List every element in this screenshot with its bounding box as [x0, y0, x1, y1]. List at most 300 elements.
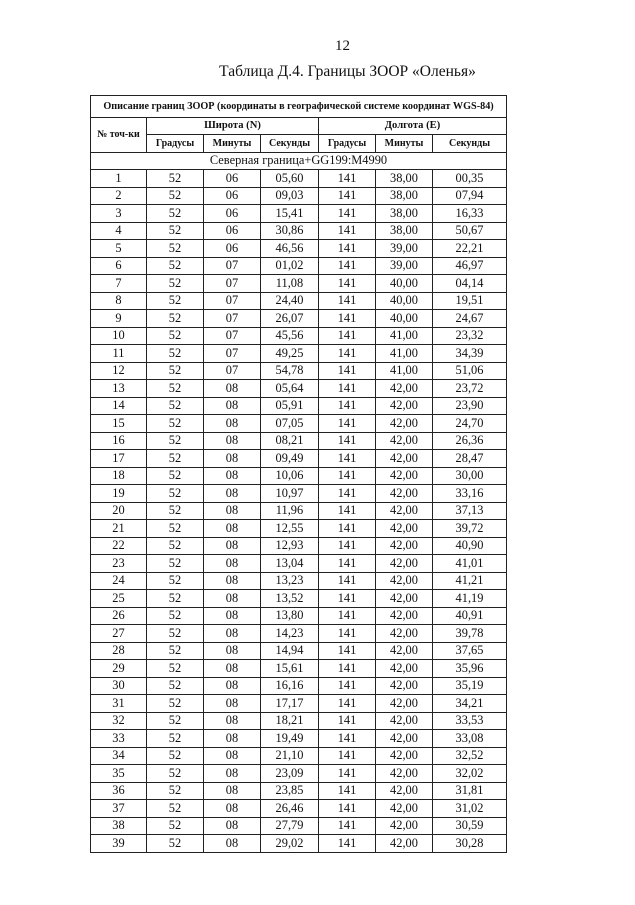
lon-seconds-cell: 33,08	[433, 730, 507, 748]
lon-degrees-cell: 141	[319, 205, 376, 223]
table-row	[91, 835, 507, 853]
lon-seconds-cell: 23,90	[433, 397, 507, 415]
lon-seconds-cell: 34,39	[433, 345, 507, 363]
point-number-cell: 1	[91, 170, 147, 188]
lon-seconds-cell: 33,53	[433, 712, 507, 730]
lat-minutes-cell: 08	[204, 415, 261, 433]
lon-degrees-cell: 141	[319, 625, 376, 643]
lat-degrees-cell: 52	[147, 677, 204, 695]
point-number-cell: 25	[91, 590, 147, 608]
lat-minutes-cell: 07	[204, 327, 261, 345]
lon-degrees-cell: 141	[319, 485, 376, 503]
lat-degrees-cell: 52	[147, 170, 204, 188]
lat-degrees-cell: 52	[147, 222, 204, 240]
lon-minutes-cell: 40,00	[376, 292, 433, 310]
lon-degrees-cell: 141	[319, 730, 376, 748]
lon-minutes-cell: 42,00	[376, 625, 433, 643]
lon-seconds-cell: 40,90	[433, 537, 507, 555]
lat-degrees-header: Градусы	[147, 135, 204, 153]
lon-minutes-cell: 40,00	[376, 310, 433, 328]
coordinates-table	[90, 95, 507, 853]
lat-degrees-cell: 52	[147, 327, 204, 345]
lon-seconds-cell: 37,13	[433, 502, 507, 520]
lon-seconds-cell: 04,14	[433, 275, 507, 293]
lon-degrees-cell: 141	[319, 712, 376, 730]
lat-minutes-cell: 08	[204, 450, 261, 468]
table-row	[91, 730, 507, 748]
point-number-cell: 5	[91, 240, 147, 258]
lon-minutes-cell: 42,00	[376, 642, 433, 660]
lat-seconds-cell: 12,93	[261, 537, 319, 555]
lon-degrees-cell: 141	[319, 450, 376, 468]
lat-seconds-cell: 14,23	[261, 625, 319, 643]
point-number-cell: 37	[91, 800, 147, 818]
point-number-cell: 22	[91, 537, 147, 555]
lon-degrees-cell: 141	[319, 782, 376, 800]
lon-minutes-cell: 42,00	[376, 555, 433, 573]
lon-minutes-cell: 42,00	[376, 432, 433, 450]
lat-degrees-cell: 52	[147, 712, 204, 730]
point-number-cell: 29	[91, 660, 147, 678]
lon-seconds-cell: 34,21	[433, 695, 507, 713]
table-row	[91, 467, 507, 485]
lon-degrees-cell: 141	[319, 695, 376, 713]
lon-minutes-cell: 42,00	[376, 485, 433, 503]
point-number-cell: 21	[91, 520, 147, 538]
lon-seconds-cell: 24,67	[433, 310, 507, 328]
lon-minutes-cell: 42,00	[376, 590, 433, 608]
lat-minutes-cell: 08	[204, 380, 261, 398]
lat-degrees-cell: 52	[147, 747, 204, 765]
lat-seconds-cell: 17,17	[261, 695, 319, 713]
lon-minutes-cell: 41,00	[376, 327, 433, 345]
lon-seconds-cell: 28,47	[433, 450, 507, 468]
lon-degrees-cell: 141	[319, 520, 376, 538]
point-number-cell: 10	[91, 327, 147, 345]
lat-degrees-cell: 52	[147, 485, 204, 503]
lon-minutes-cell: 42,00	[376, 800, 433, 818]
lon-seconds-cell: 41,01	[433, 555, 507, 573]
lon-minutes-cell: 42,00	[376, 415, 433, 433]
lon-minutes-cell: 39,00	[376, 240, 433, 258]
table-row	[91, 380, 507, 398]
point-number-cell: 4	[91, 222, 147, 240]
table-row	[91, 170, 507, 188]
lat-minutes-cell: 08	[204, 502, 261, 520]
table-row	[91, 572, 507, 590]
lon-minutes-cell: 42,00	[376, 502, 433, 520]
lat-degrees-cell: 52	[147, 257, 204, 275]
lon-seconds-cell: 00,35	[433, 170, 507, 188]
lon-seconds-cell: 31,02	[433, 800, 507, 818]
lon-degrees-cell: 141	[319, 170, 376, 188]
lon-minutes-cell: 38,00	[376, 170, 433, 188]
table-row	[91, 677, 507, 695]
lon-degrees-cell: 141	[319, 800, 376, 818]
table-row	[91, 537, 507, 555]
lat-seconds-cell: 29,02	[261, 835, 319, 853]
lat-seconds-cell: 12,55	[261, 520, 319, 538]
lat-seconds-cell: 05,91	[261, 397, 319, 415]
lat-seconds-cell: 09,49	[261, 450, 319, 468]
lon-degrees-cell: 141	[319, 677, 376, 695]
lat-degrees-cell: 52	[147, 380, 204, 398]
point-number-cell: 23	[91, 555, 147, 573]
lat-seconds-header: Секунды	[261, 135, 319, 153]
point-number-cell: 32	[91, 712, 147, 730]
lat-seconds-cell: 13,23	[261, 572, 319, 590]
table-row	[91, 555, 507, 573]
lat-seconds-cell: 24,40	[261, 292, 319, 310]
lon-minutes-cell: 42,00	[376, 660, 433, 678]
lon-seconds-cell: 41,19	[433, 590, 507, 608]
lat-minutes-cell: 08	[204, 572, 261, 590]
lon-seconds-cell: 33,16	[433, 485, 507, 503]
lat-minutes-cell: 08	[204, 642, 261, 660]
lon-minutes-cell: 42,00	[376, 607, 433, 625]
table-row	[91, 450, 507, 468]
lat-minutes-cell: 08	[204, 695, 261, 713]
lon-minutes-cell: 38,00	[376, 222, 433, 240]
lat-degrees-cell: 52	[147, 660, 204, 678]
lon-minutes-cell: 38,00	[376, 205, 433, 223]
lon-seconds-cell: 30,59	[433, 817, 507, 835]
lat-degrees-cell: 52	[147, 800, 204, 818]
section-title: Северная граница+GG199:M4990	[91, 152, 507, 170]
lat-minutes-cell: 08	[204, 537, 261, 555]
lat-seconds-cell: 13,04	[261, 555, 319, 573]
lat-minutes-cell: 07	[204, 275, 261, 293]
lat-degrees-cell: 52	[147, 765, 204, 783]
point-number-cell: 33	[91, 730, 147, 748]
lat-seconds-cell: 13,52	[261, 590, 319, 608]
table-row	[91, 362, 507, 380]
point-number-cell: 38	[91, 817, 147, 835]
point-number-cell: 8	[91, 292, 147, 310]
lon-degrees-cell: 141	[319, 502, 376, 520]
point-number-cell: 19	[91, 485, 147, 503]
lat-degrees-cell: 52	[147, 537, 204, 555]
lat-minutes-cell: 08	[204, 835, 261, 853]
table-row	[91, 800, 507, 818]
lat-minutes-cell: 06	[204, 187, 261, 205]
lon-minutes-cell: 42,00	[376, 712, 433, 730]
table-row	[91, 782, 507, 800]
lat-minutes-cell: 08	[204, 397, 261, 415]
lon-minutes-cell: 38,00	[376, 187, 433, 205]
lon-degrees-cell: 141	[319, 187, 376, 205]
lon-seconds-cell: 22,21	[433, 240, 507, 258]
lat-seconds-cell: 15,41	[261, 205, 319, 223]
point-number-cell: 18	[91, 467, 147, 485]
table-row	[91, 765, 507, 783]
point-number-cell: 15	[91, 415, 147, 433]
lon-degrees-cell: 141	[319, 467, 376, 485]
point-number-cell: 35	[91, 765, 147, 783]
lat-seconds-cell: 09,03	[261, 187, 319, 205]
lon-seconds-cell: 30,00	[433, 467, 507, 485]
point-number-header: № точ-ки	[91, 117, 147, 152]
lon-degrees-cell: 141	[319, 555, 376, 573]
lat-degrees-cell: 52	[147, 415, 204, 433]
lon-minutes-cell: 42,00	[376, 572, 433, 590]
lon-degrees-cell: 141	[319, 537, 376, 555]
lon-degrees-cell: 141	[319, 222, 376, 240]
lon-minutes-cell: 42,00	[376, 537, 433, 555]
lat-minutes-cell: 08	[204, 730, 261, 748]
table-description: Описание границ ЗООР (координаты в географической системе координат WGS-84)	[91, 96, 507, 118]
lat-minutes-cell: 06	[204, 170, 261, 188]
lat-seconds-cell: 26,07	[261, 310, 319, 328]
lat-minutes-cell: 08	[204, 485, 261, 503]
lat-degrees-cell: 52	[147, 607, 204, 625]
lon-seconds-cell: 30,28	[433, 835, 507, 853]
table-row	[91, 660, 507, 678]
lat-minutes-cell: 08	[204, 590, 261, 608]
lat-seconds-cell: 49,25	[261, 345, 319, 363]
lat-seconds-cell: 14,94	[261, 642, 319, 660]
table-row	[91, 415, 507, 433]
lat-seconds-cell: 11,96	[261, 502, 319, 520]
lat-degrees-cell: 52	[147, 362, 204, 380]
lat-minutes-cell: 08	[204, 520, 261, 538]
table-row	[91, 345, 507, 363]
lon-degrees-cell: 141	[319, 415, 376, 433]
lon-seconds-cell: 39,72	[433, 520, 507, 538]
lat-degrees-cell: 52	[147, 275, 204, 293]
table-row	[91, 205, 507, 223]
page-number: 12	[335, 38, 350, 54]
lat-minutes-cell: 06	[204, 240, 261, 258]
lat-minutes-cell: 08	[204, 817, 261, 835]
lon-degrees-cell: 141	[319, 292, 376, 310]
point-number-cell: 14	[91, 397, 147, 415]
point-number-cell: 20	[91, 502, 147, 520]
lat-minutes-cell: 08	[204, 782, 261, 800]
lat-minutes-cell: 08	[204, 660, 261, 678]
table-row	[91, 432, 507, 450]
lat-minutes-cell: 07	[204, 257, 261, 275]
lon-degrees-cell: 141	[319, 240, 376, 258]
lat-degrees-cell: 52	[147, 555, 204, 573]
lat-minutes-cell: 08	[204, 712, 261, 730]
table-row	[91, 292, 507, 310]
lon-degrees-cell: 141	[319, 642, 376, 660]
lat-minutes-cell: 07	[204, 292, 261, 310]
lat-seconds-cell: 10,06	[261, 467, 319, 485]
lon-seconds-cell: 39,78	[433, 625, 507, 643]
point-number-cell: 31	[91, 695, 147, 713]
lon-degrees-header: Градусы	[319, 135, 376, 153]
point-number-cell: 30	[91, 677, 147, 695]
lat-degrees-cell: 52	[147, 572, 204, 590]
lat-seconds-cell: 23,85	[261, 782, 319, 800]
point-number-cell: 11	[91, 345, 147, 363]
table-row	[91, 502, 507, 520]
lat-seconds-cell: 21,10	[261, 747, 319, 765]
lat-degrees-cell: 52	[147, 467, 204, 485]
lat-degrees-cell: 52	[147, 520, 204, 538]
point-number-cell: 36	[91, 782, 147, 800]
point-number-cell: 28	[91, 642, 147, 660]
table-row	[91, 310, 507, 328]
lat-seconds-cell: 10,97	[261, 485, 319, 503]
table-row	[91, 590, 507, 608]
lat-minutes-cell: 07	[204, 362, 261, 380]
lat-seconds-cell: 45,56	[261, 327, 319, 345]
lon-degrees-cell: 141	[319, 362, 376, 380]
table-row	[91, 327, 507, 345]
point-number-cell: 7	[91, 275, 147, 293]
table-row	[91, 607, 507, 625]
point-number-cell: 12	[91, 362, 147, 380]
lon-degrees-cell: 141	[319, 835, 376, 853]
lon-seconds-cell: 37,65	[433, 642, 507, 660]
lat-degrees-cell: 52	[147, 782, 204, 800]
point-number-cell: 34	[91, 747, 147, 765]
table-row	[91, 222, 507, 240]
lat-minutes-cell: 08	[204, 555, 261, 573]
lon-seconds-cell: 07,94	[433, 187, 507, 205]
lon-seconds-cell: 35,19	[433, 677, 507, 695]
lat-seconds-cell: 08,21	[261, 432, 319, 450]
point-number-cell: 3	[91, 205, 147, 223]
lat-degrees-cell: 52	[147, 817, 204, 835]
lat-degrees-cell: 52	[147, 590, 204, 608]
lon-minutes-cell: 42,00	[376, 730, 433, 748]
lat-seconds-cell: 11,08	[261, 275, 319, 293]
table-row	[91, 485, 507, 503]
lon-seconds-cell: 19,51	[433, 292, 507, 310]
lon-minutes-cell: 42,00	[376, 782, 433, 800]
lon-seconds-cell: 31,81	[433, 782, 507, 800]
lat-degrees-cell: 52	[147, 625, 204, 643]
table-row	[91, 747, 507, 765]
lat-degrees-cell: 52	[147, 187, 204, 205]
lat-seconds-cell: 30,86	[261, 222, 319, 240]
lat-seconds-cell: 26,46	[261, 800, 319, 818]
lon-seconds-cell: 16,33	[433, 205, 507, 223]
lat-seconds-cell: 15,61	[261, 660, 319, 678]
lat-seconds-cell: 16,16	[261, 677, 319, 695]
lat-degrees-cell: 52	[147, 310, 204, 328]
lat-degrees-cell: 52	[147, 835, 204, 853]
point-number-cell: 17	[91, 450, 147, 468]
lat-seconds-cell: 05,60	[261, 170, 319, 188]
lon-minutes-cell: 42,00	[376, 695, 433, 713]
lat-degrees-cell: 52	[147, 205, 204, 223]
table-row	[91, 625, 507, 643]
lat-minutes-header: Минуты	[204, 135, 261, 153]
lat-degrees-cell: 52	[147, 695, 204, 713]
lat-seconds-cell: 27,79	[261, 817, 319, 835]
lon-seconds-cell: 41,21	[433, 572, 507, 590]
lon-minutes-cell: 42,00	[376, 765, 433, 783]
lon-degrees-cell: 141	[319, 765, 376, 783]
table-title: Таблица Д.4. Границы ЗООР «Оленья»	[219, 63, 476, 80]
lon-minutes-cell: 42,00	[376, 747, 433, 765]
lon-seconds-cell: 51,06	[433, 362, 507, 380]
lat-minutes-cell: 08	[204, 467, 261, 485]
lon-degrees-cell: 141	[319, 817, 376, 835]
lat-seconds-cell: 13,80	[261, 607, 319, 625]
lon-minutes-cell: 39,00	[376, 257, 433, 275]
lon-seconds-cell: 32,52	[433, 747, 507, 765]
point-number-cell: 9	[91, 310, 147, 328]
lon-seconds-cell: 23,32	[433, 327, 507, 345]
longitude-header: Долгота (E)	[319, 117, 507, 135]
table-row	[91, 275, 507, 293]
lon-minutes-cell: 42,00	[376, 467, 433, 485]
lon-minutes-cell: 41,00	[376, 345, 433, 363]
point-number-cell: 13	[91, 380, 147, 398]
lon-seconds-cell: 46,97	[433, 257, 507, 275]
lon-seconds-cell: 50,67	[433, 222, 507, 240]
lon-degrees-cell: 141	[319, 397, 376, 415]
lat-minutes-cell: 08	[204, 747, 261, 765]
lat-degrees-cell: 52	[147, 397, 204, 415]
lat-minutes-cell: 06	[204, 205, 261, 223]
lat-seconds-cell: 54,78	[261, 362, 319, 380]
lon-seconds-cell: 35,96	[433, 660, 507, 678]
point-number-cell: 16	[91, 432, 147, 450]
lat-degrees-cell: 52	[147, 502, 204, 520]
lon-degrees-cell: 141	[319, 572, 376, 590]
lat-seconds-cell: 01,02	[261, 257, 319, 275]
point-number-cell: 6	[91, 257, 147, 275]
table-row	[91, 397, 507, 415]
lat-seconds-cell: 46,56	[261, 240, 319, 258]
lat-seconds-cell: 19,49	[261, 730, 319, 748]
lon-degrees-cell: 141	[319, 590, 376, 608]
lat-degrees-cell: 52	[147, 345, 204, 363]
lon-degrees-cell: 141	[319, 380, 376, 398]
lat-minutes-cell: 06	[204, 222, 261, 240]
lat-minutes-cell: 08	[204, 765, 261, 783]
lat-degrees-cell: 52	[147, 730, 204, 748]
lat-seconds-cell: 23,09	[261, 765, 319, 783]
lon-seconds-cell: 40,91	[433, 607, 507, 625]
lon-degrees-cell: 141	[319, 257, 376, 275]
lat-seconds-cell: 18,21	[261, 712, 319, 730]
lat-seconds-cell: 07,05	[261, 415, 319, 433]
lon-minutes-cell: 42,00	[376, 450, 433, 468]
lon-degrees-cell: 141	[319, 660, 376, 678]
lat-degrees-cell: 52	[147, 292, 204, 310]
lon-degrees-cell: 141	[319, 275, 376, 293]
point-number-cell: 39	[91, 835, 147, 853]
lat-minutes-cell: 08	[204, 677, 261, 695]
lon-degrees-cell: 141	[319, 747, 376, 765]
point-number-cell: 27	[91, 625, 147, 643]
lon-minutes-cell: 42,00	[376, 835, 433, 853]
lat-degrees-cell: 52	[147, 240, 204, 258]
table-row	[91, 642, 507, 660]
lon-seconds-cell: 32,02	[433, 765, 507, 783]
point-number-cell: 24	[91, 572, 147, 590]
lat-seconds-cell: 05,64	[261, 380, 319, 398]
lon-minutes-cell: 40,00	[376, 275, 433, 293]
lon-degrees-cell: 141	[319, 345, 376, 363]
lon-degrees-cell: 141	[319, 327, 376, 345]
lon-minutes-header: Минуты	[376, 135, 433, 153]
lon-degrees-cell: 141	[319, 432, 376, 450]
point-number-cell: 26	[91, 607, 147, 625]
lon-minutes-cell: 42,00	[376, 677, 433, 695]
lat-degrees-cell: 52	[147, 432, 204, 450]
lon-minutes-cell: 42,00	[376, 397, 433, 415]
latitude-header: Широта (N)	[147, 117, 319, 135]
